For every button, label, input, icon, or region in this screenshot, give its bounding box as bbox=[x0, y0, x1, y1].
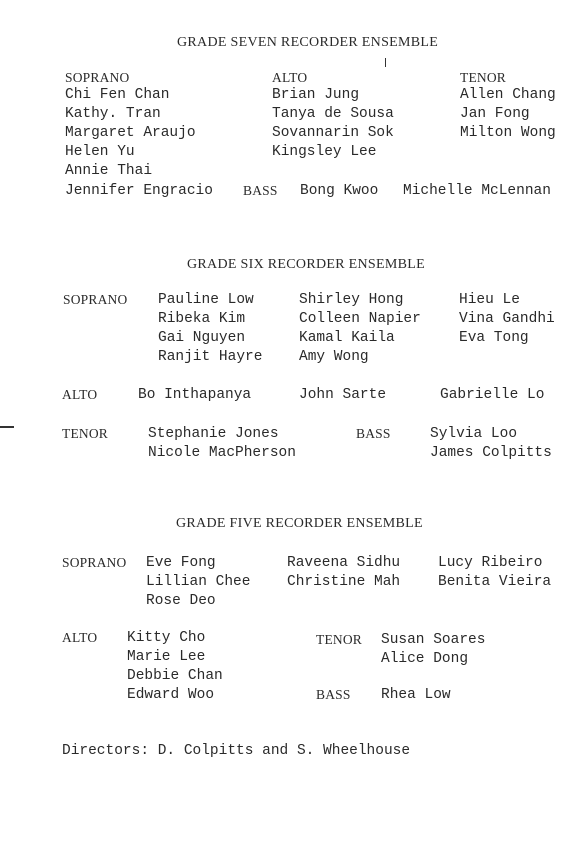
g5-soprano-name: Lucy Ribeiro bbox=[438, 555, 543, 571]
g7-bass-label: BASS bbox=[243, 183, 278, 198]
g5-bass-label: BASS bbox=[316, 687, 351, 702]
g7-soprano-name: Helen Yu bbox=[65, 144, 135, 160]
g7-alto-name: Brian Jung bbox=[272, 87, 360, 103]
g6-bass-label: BASS bbox=[356, 426, 391, 441]
g7-tenor-label: TENOR bbox=[460, 70, 506, 85]
g5-soprano-name: Christine Mah bbox=[287, 574, 401, 590]
g7-alto-name: Kingsley Lee bbox=[272, 144, 377, 160]
g5-alto-name: Marie Lee bbox=[127, 649, 206, 665]
g5-alto-name: Edward Woo bbox=[127, 687, 215, 703]
g5-tenor-name: Susan Soares bbox=[381, 632, 486, 648]
g7-soprano-name: Annie Thai bbox=[65, 163, 153, 179]
g6-soprano-name: Pauline Low bbox=[158, 292, 254, 308]
grade-five-title: GRADE FIVE RECORDER ENSEMBLE bbox=[176, 516, 423, 531]
g6-alto-name: Bo Inthapanya bbox=[138, 387, 252, 403]
g6-alto-name: Gabrielle Lo bbox=[440, 387, 545, 403]
g7-bass-name: Bong Kwoo bbox=[300, 183, 379, 199]
grade-seven-title: GRADE SEVEN RECORDER ENSEMBLE bbox=[177, 35, 439, 50]
g6-soprano-name: Shirley Hong bbox=[299, 292, 404, 308]
g6-alto-name: John Sarte bbox=[299, 387, 387, 403]
g6-alto-label: ALTO bbox=[62, 387, 98, 402]
g5-soprano-name: Lillian Chee bbox=[146, 574, 251, 590]
g6-soprano-name: Eva Tong bbox=[459, 330, 529, 346]
g5-soprano-name: Eve Fong bbox=[146, 555, 216, 571]
g7-alto-name: Sovannarin Sok bbox=[272, 125, 394, 141]
g6-soprano-name: Ribeka Kim bbox=[158, 311, 246, 327]
g6-tenor-name: Stephanie Jones bbox=[148, 426, 279, 442]
grade-six-title: GRADE SIX RECORDER ENSEMBLE bbox=[187, 257, 425, 272]
g5-tenor-name: Alice Dong bbox=[381, 651, 469, 667]
g6-soprano-name: Vina Gandhi bbox=[459, 311, 555, 327]
g6-soprano-name: Colleen Napier bbox=[299, 311, 421, 327]
g5-alto-label: ALTO bbox=[62, 630, 98, 645]
g7-soprano-name: Chi Fen Chan bbox=[65, 87, 170, 103]
g5-alto-name: Kitty Cho bbox=[127, 630, 206, 646]
g5-soprano-name: Benita Vieira bbox=[438, 574, 552, 590]
g7-tenor-name: Allen Chang bbox=[460, 87, 556, 103]
g7-tenor-name: Jan Fong bbox=[460, 106, 530, 122]
g5-bass-name: Rhea Low bbox=[381, 687, 451, 703]
g7-soprano-label: SOPRANO bbox=[65, 70, 130, 85]
g7-soprano-name: Jennifer Engracio bbox=[65, 183, 213, 199]
g7-soprano-name: Margaret Araujo bbox=[65, 125, 196, 141]
g6-soprano-label: SOPRANO bbox=[63, 292, 128, 307]
g7-soprano-name: Kathy. Tran bbox=[65, 106, 161, 122]
g7-tenor-name: Milton Wong bbox=[460, 125, 556, 141]
g6-soprano-name: Kamal Kaila bbox=[299, 330, 395, 346]
g6-soprano-name: Ranjit Hayre bbox=[158, 349, 263, 365]
stray-pen-mark bbox=[385, 58, 386, 67]
g5-tenor-label: TENOR bbox=[316, 632, 362, 647]
directors-line: Directors: D. Colpitts and S. Wheelhouse bbox=[62, 743, 411, 759]
g6-soprano-name: Gai Nguyen bbox=[158, 330, 246, 346]
g7-alto-label: ALTO bbox=[272, 70, 308, 85]
g6-tenor-label: TENOR bbox=[62, 426, 108, 441]
g5-soprano-name: Raveena Sidhu bbox=[287, 555, 401, 571]
g5-alto-name: Debbie Chan bbox=[127, 668, 223, 684]
g6-bass-name: James Colpitts bbox=[430, 445, 552, 461]
g6-soprano-name: Hieu Le bbox=[459, 292, 520, 308]
g6-bass-name: Sylvia Loo bbox=[430, 426, 518, 442]
g6-soprano-name: Amy Wong bbox=[299, 349, 369, 365]
g5-soprano-label: SOPRANO bbox=[62, 555, 127, 570]
g5-soprano-name: Rose Deo bbox=[146, 593, 216, 609]
g6-tenor-name: Nicole MacPherson bbox=[148, 445, 296, 461]
g7-alto-name: Tanya de Sousa bbox=[272, 106, 394, 122]
margin-pen-mark bbox=[0, 426, 14, 428]
g7-bass-name: Michelle McLennan bbox=[403, 183, 551, 199]
